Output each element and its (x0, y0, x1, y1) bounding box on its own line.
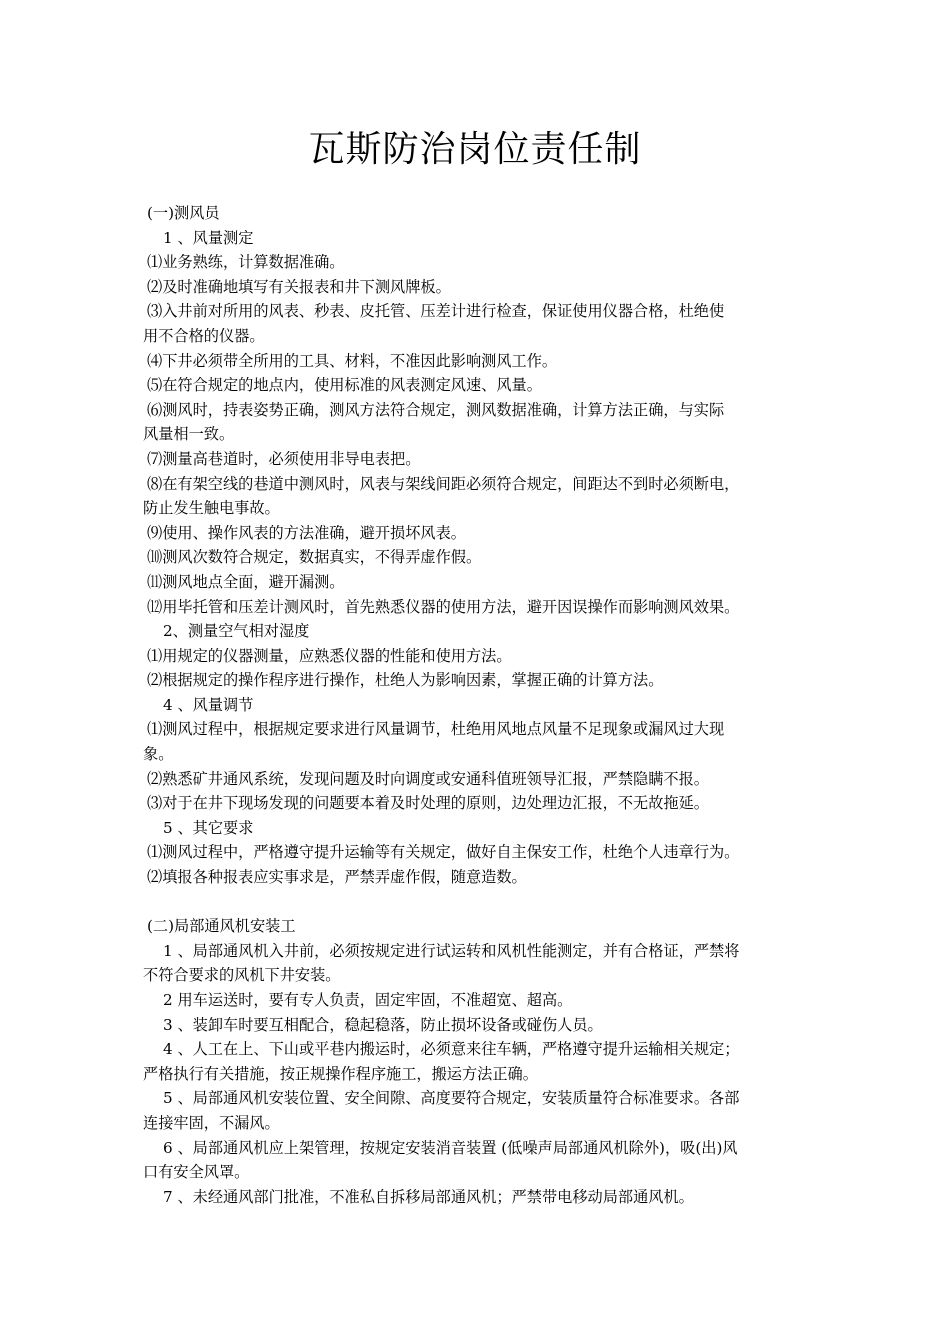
text-line: 4 、风量调节 (163, 695, 254, 714)
text-line: ⑹测风时，持表姿势正确，测风方法符合规定，测风数据准确，计算方法正确，与实际 (147, 400, 725, 419)
text-line: ⑴测风过程中，严格遵守提升运输等有关规定，做好自主保安工作，杜绝个人违章行为。 (147, 843, 740, 862)
text-line: ⑵填报各种报表应实事求是，严禁弄虚作假，随意造数。 (147, 868, 527, 887)
text-line: ⑴测风过程中，根据规定要求进行风量调节，杜绝用风地点风量不足现象或漏风过大现 (147, 720, 725, 739)
text-line: 5 、其它要求 (163, 818, 254, 837)
text-line: ⑶入井前对所用的风表、秒表、皮托管、压差计进行检查，保证使用仪器合格，杜绝使 (147, 302, 725, 321)
section-1-lines (143, 226, 823, 890)
text-line: ⑶对于在井下现场发现的问题要本着及时处理的原则，边处理边汇报，不无故拖延。 (147, 794, 709, 813)
text-line: 风量相一致。 (143, 425, 235, 444)
text-line: ⑺测量高巷道时，必须使用非导电表把。 (147, 449, 421, 468)
text-line: 1 、风量测定 (163, 228, 254, 247)
text-line: 口有安全风罩。 (143, 1163, 250, 1182)
text-line: 象。 (143, 745, 174, 764)
section-2-lines (143, 939, 823, 1210)
section-gap (143, 890, 823, 915)
text-line: ⑾测风地点全面，避开漏测。 (147, 572, 345, 591)
text-line: ⑸在符合规定的地点内，使用标准的风表测定风速、风量。 (147, 376, 542, 395)
text-line: ⑼使用、操作风表的方法准确，避开损坏风表。 (147, 523, 466, 542)
text-line: ⑴用规定的仪器测量，应熟悉仪器的性能和使用方法。 (147, 646, 512, 665)
text-line: ⑵及时准确地填写有关报表和井下测风牌板。 (147, 277, 451, 296)
text-line: ⑵熟悉矿井通风系统，发现问题及时向调度或安通科值班领导汇报，严禁隐瞒不报。 (147, 769, 709, 788)
text-line: 严格执行有关措施，按正规操作程序施工，搬运方法正确。 (143, 1064, 538, 1083)
text-line: ⑻在有架空线的巷道中测风时，风表与架线间距必须符合规定，间距达不到时必须断电， (147, 474, 740, 493)
document-body (143, 201, 823, 1209)
text-line: ⑽测风次数符合规定，数据真实，不得弄虚作假。 (147, 548, 482, 567)
text-line: 5 、局部通风机安装位置、安全间隙、高度要符合规定，安装质量符合标准要求。各部 (163, 1089, 740, 1108)
section-heading-2: (二)局部通风机安装工 (147, 917, 296, 936)
text-line: 2、测量空气相对湿度 (163, 622, 310, 641)
text-line: 6 、局部通风机应上架管理，按规定安装消音装置 (低噪声局部通风机除外)，吸(出)风 (163, 1138, 738, 1157)
text-line: 连接牢固，不漏风。 (143, 1113, 280, 1132)
text-line: 1 、局部通风机入井前，必须按规定进行试运转和风机性能测定，并有合格证，严禁将 (163, 941, 740, 960)
section-heading-1: (一)测风员 (147, 204, 220, 222)
text-line: 防止发生触电事故。 (143, 499, 280, 518)
text-line: 不符合要求的风机下井安装。 (143, 966, 341, 985)
text-line: ⑷下井必须带全所用的工具、材料，不准因此影响测风工作。 (147, 351, 558, 370)
text-line: ⑴业务熟练，计算数据准确。 (147, 253, 345, 272)
text-line: 用不合格的仪器。 (143, 326, 265, 345)
text-line: 4 、人工在上、下山或平巷内搬运时，必须意来往车辆，严格遵守提升运输相关规定； (163, 1040, 740, 1059)
page-title: 瓦斯防治岗位责任制 (308, 129, 642, 170)
text-line: 7 、未经通风部门批准，不准私自拆移局部通风机；严禁带电移动局部通风机。 (163, 1187, 694, 1206)
text-line: 3 、装卸车时要互相配合，稳起稳落，防止损坏设备或碰伤人员。 (163, 1015, 603, 1034)
text-line: ⑵根据规定的操作程序进行操作，杜绝人为影响因素，掌握正确的计算方法。 (147, 671, 664, 690)
text-line: ⑿用毕托管和压差计测风时，首先熟悉仪器的使用方法，避开因误操作而影响测风效果。 (147, 597, 740, 616)
text-line: 2 用车运送时，要有专人负责，固定牢固，不准超宽、超高。 (163, 991, 573, 1009)
